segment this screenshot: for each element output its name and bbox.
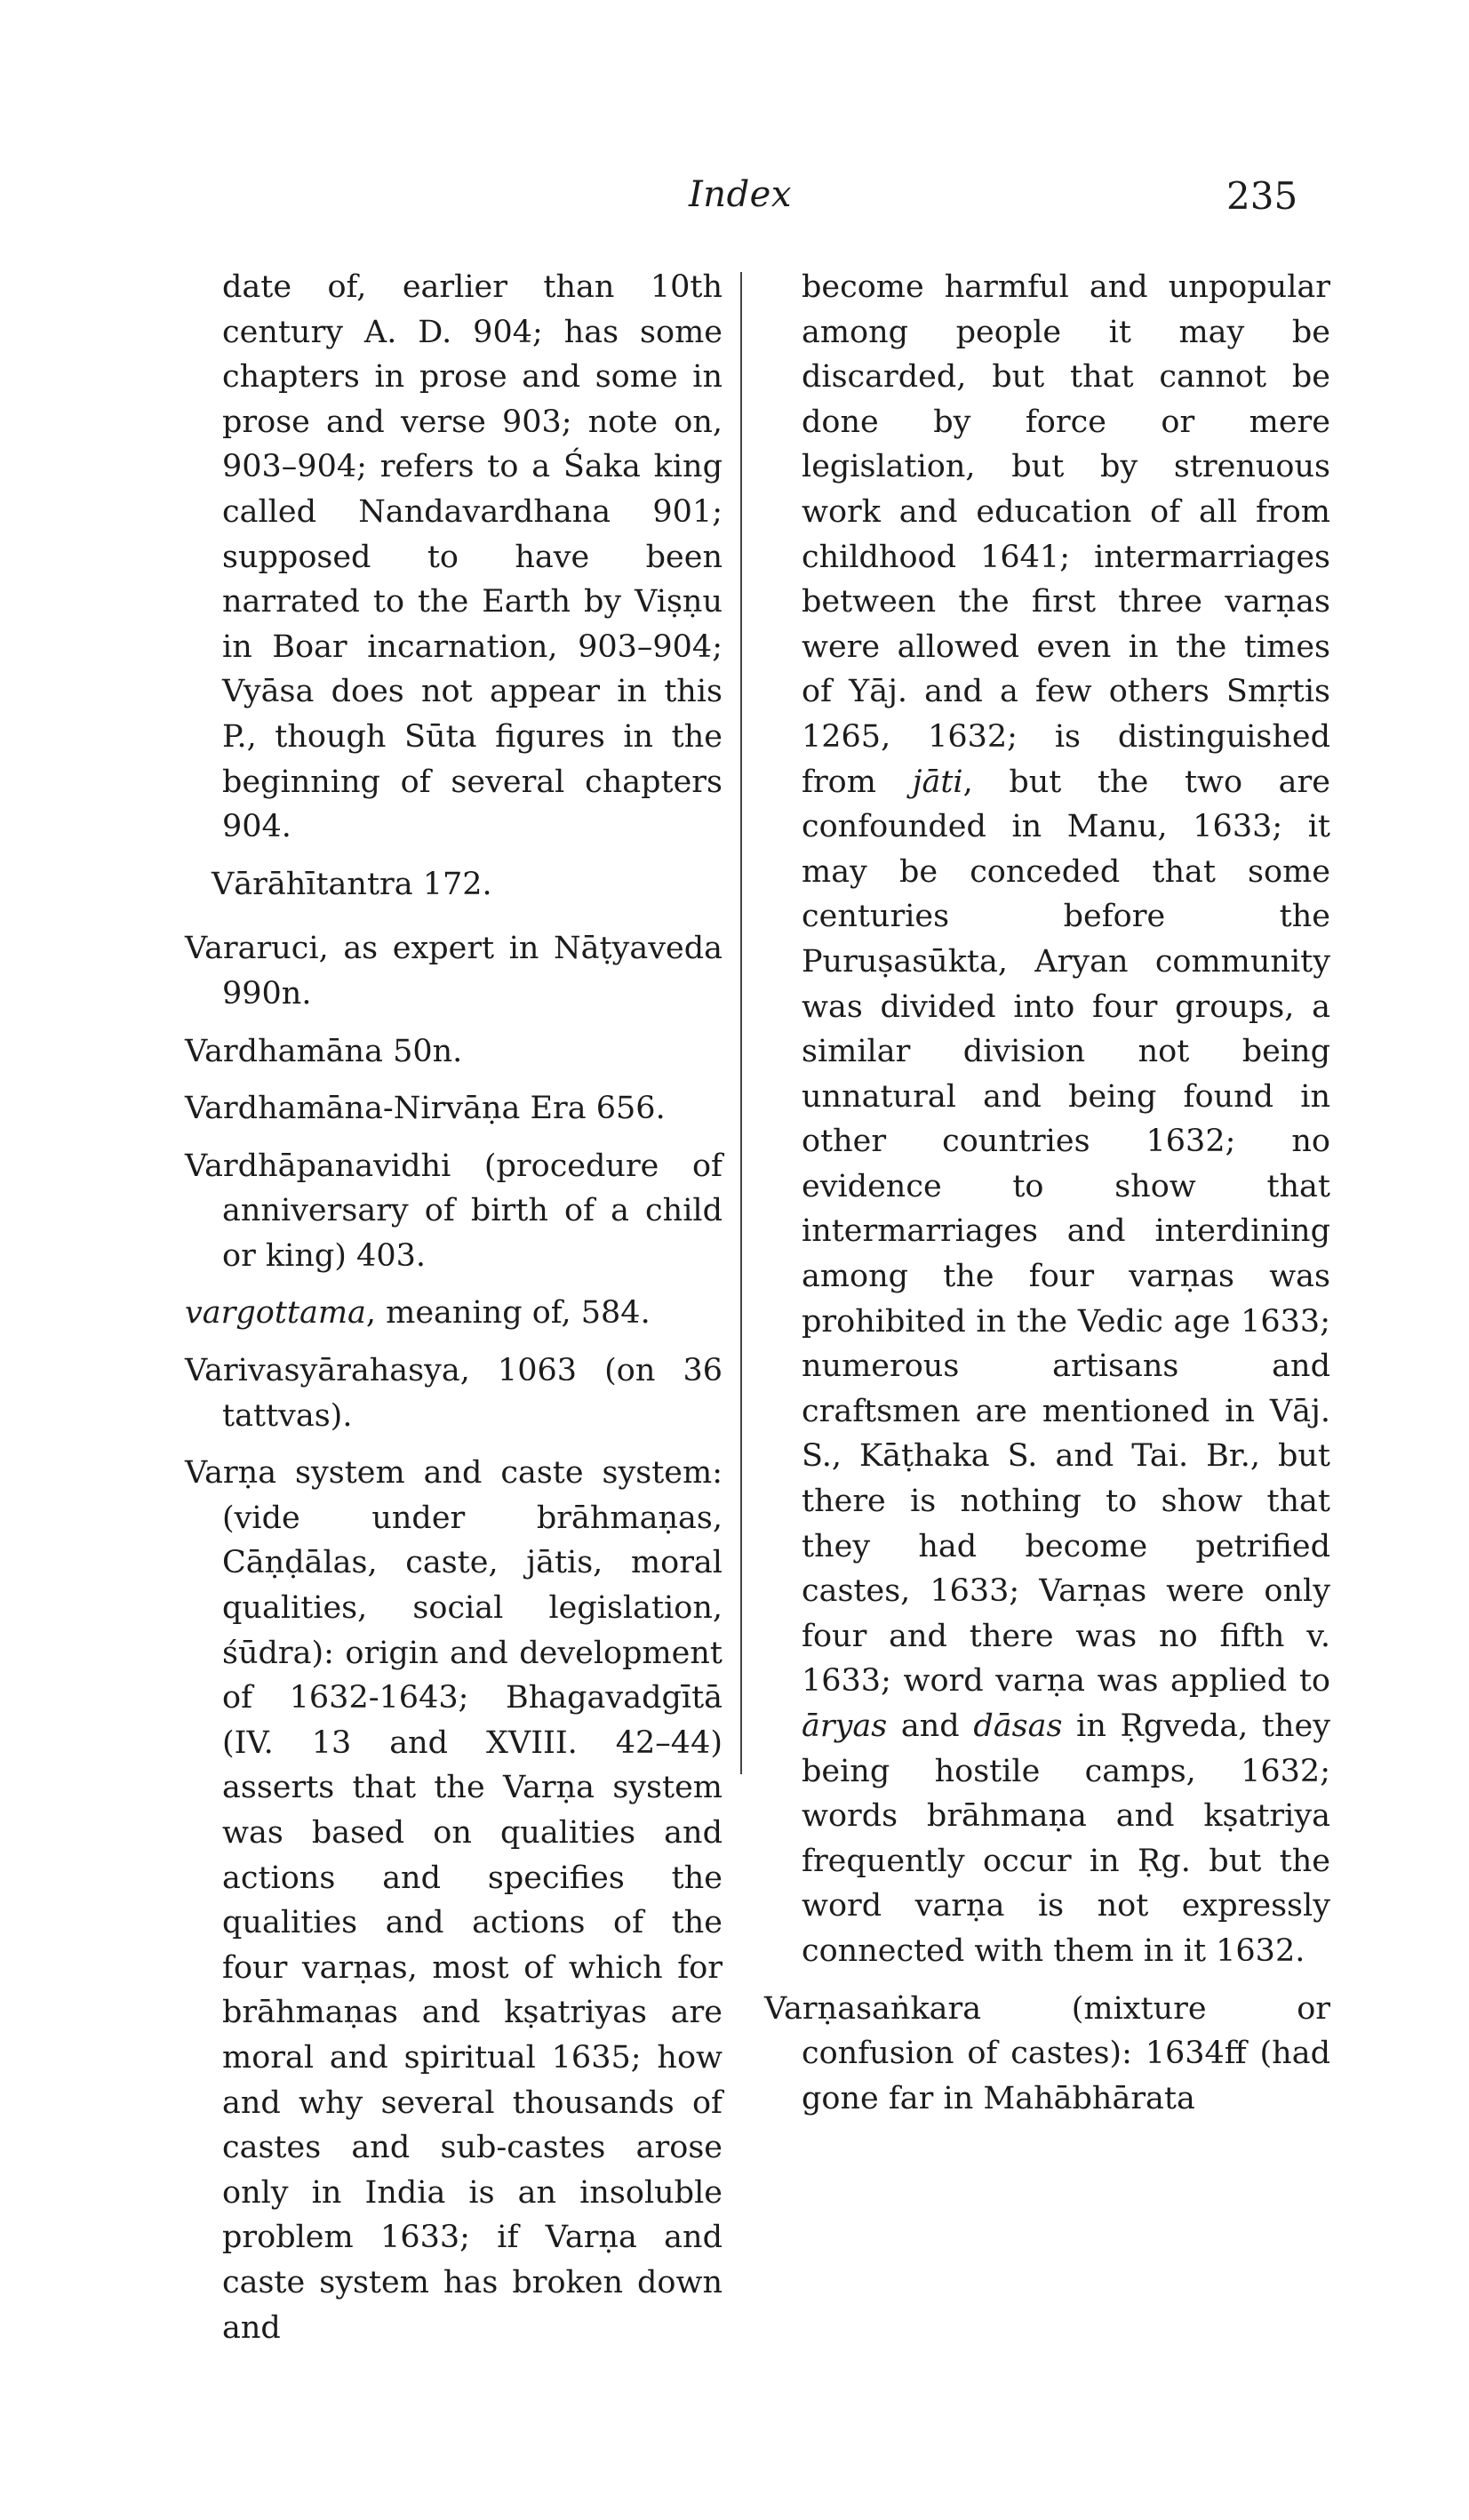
page-number: 235 [1226, 174, 1298, 218]
index-entry-vargottama [185, 1291, 723, 1336]
index-entry-varaha-purana-cont: date of, earlier than 10th century A. D. 904; has some chapters in prose and some in prose and verse 903; note on, 903–904; refers to a Śaka king called Nandavardhana 901; supposed to have been narrated to the Earth by Viṣṇu in Boar incarnation, 903–904; Vyāsa does not appear in this P., though Sūta figures in the beginning of several chapters 904. [222, 269, 723, 845]
column-divider [740, 272, 742, 1774]
varna-cont-d: in Ṛgveda, they being hostile camps, 1632; words brāhmaṇa and kṣatriya frequently occur in Ṛg. but the word varṇa is not expressly connected with them in it 1632. [802, 1708, 1330, 1969]
varna-cont-b: , but the two are confounded in Manu, 1633; it may be conceded that some centuries before the Puruṣasūkta, Aryan community was divided into four groups, a similar division not being unnatural and being found in other countries 1632; no evidence to show that intermarriages and interdining among the four varṇas was prohibited in the Vedic age 1633; numerous artisans and craftsmen are mentioned in Vāj. S., Kāṭhaka S. and Tai. Br., but there is nothing to show that they had become petrified castes, 1633; Varṇas were only four and there was no fifth v. 1633; word varṇa was applied to [802, 764, 1330, 1700]
index-entry-vararuci: Vararuci, as expert in Nāṭyaveda 990n. [185, 931, 723, 1012]
vargottama-term: vargottama [185, 1295, 366, 1332]
index-entry-varna-system-cont [764, 265, 1330, 1974]
index-left-column [185, 265, 723, 2363]
index-entry-vardhamana: Vardhamāna 50n. [185, 1033, 463, 1069]
index-entry-vardhamana-nirvana: Vardhamāna-Nirvāṇa Era 656. [185, 1091, 666, 1127]
vargottama-rest: , meaning of, 584. [365, 1295, 651, 1332]
index-entry-varna-system: Varṇa system and caste system: (vide under brāhmaṇas, Cāṇḍālas, caste, jātis, moral qualities, social legislation, śūdra): origin and development of 1632-1643; Bhagavadgītā (IV. 13 and XVIII. 42–44) asserts that the Varṇa system was based on qualities and actions and specifies the qualities and actions of the four varṇas, most of which for brāhmaṇas and kṣatriyas are moral and spiritual 1635; how and why several thousands of castes and sub-castes arose only in India is an insoluble problem 1633; if Varṇa and caste system has broken down and [185, 1455, 723, 2346]
jati-term: jāti [912, 764, 963, 800]
varna-cont-c: and [887, 1708, 960, 1744]
index-entry-varnasankara: Varṇasaṅkara (mixture or confusion of castes): 1634ff (had gone far in Mahābhārata [764, 1990, 1330, 2116]
running-head: Index [689, 174, 792, 215]
aryas-term: āryas [802, 1708, 888, 1744]
index-entry-varahitantra: Vārāhītantra 172. [212, 866, 492, 902]
index-right-column [764, 265, 1330, 2133]
index-entry-varivasyarahasya: Varivasyārahasya, 1063 (on 36 tattvas). [185, 1353, 723, 1434]
dasas-term: dāsas [973, 1708, 1063, 1744]
varna-cont-a: become harmful and unpopular among people it may be discarded, but that cannot be done by force or mere legislation, but by strenuous work and education of all from childhood 1641; intermarriages between the first three varṇas were allowed even in the times of Yāj. and a few others Smṛtis 1265, 1632; is distinguished from [802, 269, 1330, 800]
index-entry-vardhapanavidhi: Vardhāpanavidhi (procedure of anniversary of birth of a child or king) 403. [185, 1148, 723, 1274]
